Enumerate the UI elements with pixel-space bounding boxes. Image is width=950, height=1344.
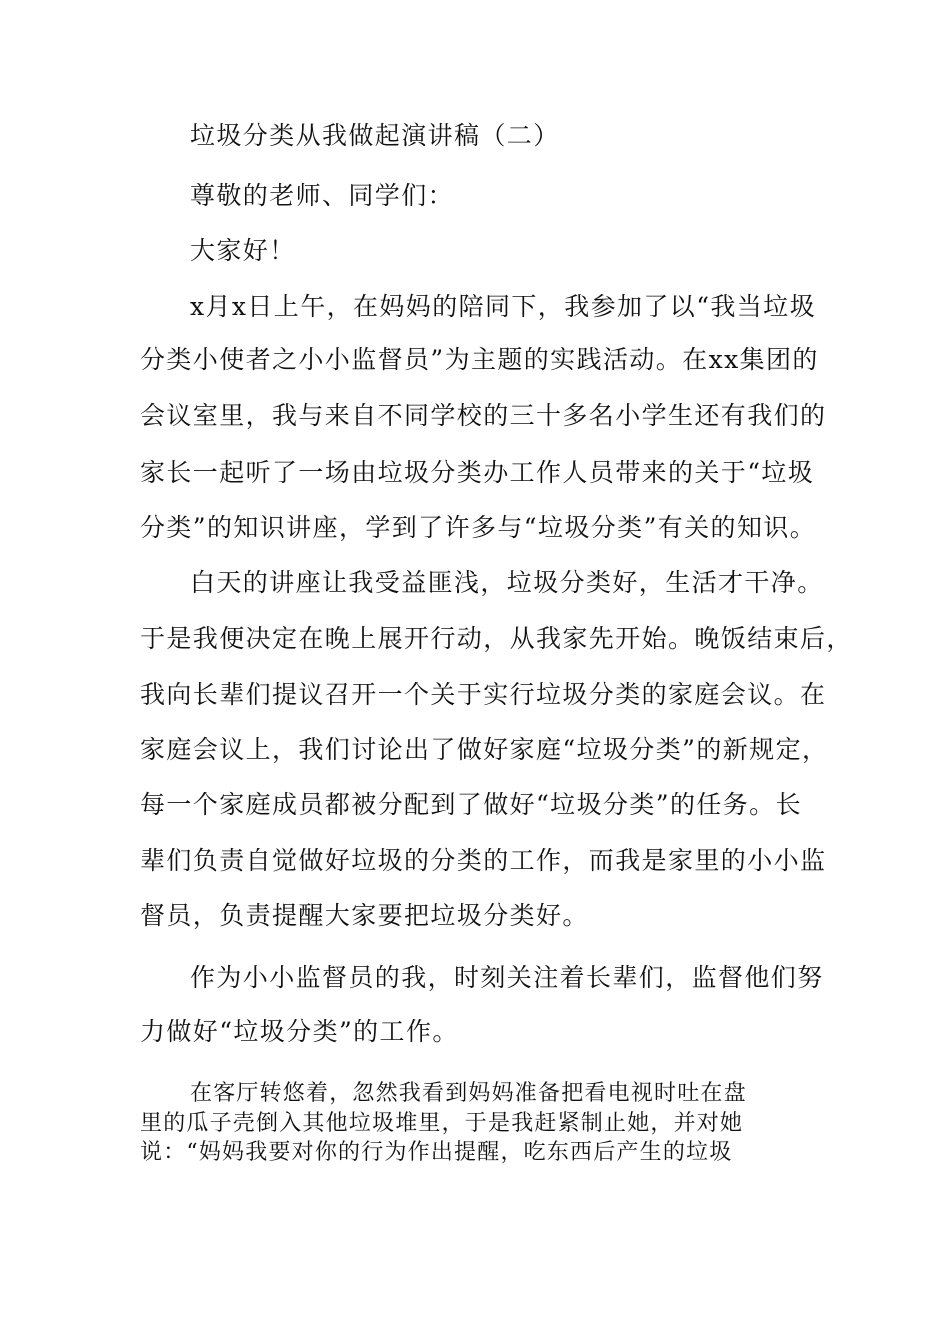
paragraph-1-line-3: 会议室里，我与来自不同学校的三十多名小学生还有我们的 [140, 401, 827, 430]
paragraph-2-line-6: 辈们负责自觉做好垃圾的分类的工作，而我是家里的小小监 [140, 846, 827, 875]
paragraph-2-line-5: 每一个家庭成员都被分配到了做好“垃圾分类”的任务。长 [140, 790, 802, 819]
paragraph-4-line-3: 说：“妈妈我要对你的行为作出提醒，吃东西后产生的垃圾 [140, 1140, 733, 1165]
paragraph-3-line-1: 作为小小监督员的我，时刻关注着长辈们，监督他们努 [190, 963, 824, 992]
paragraph-1-line-2: 分类小使者之小小监督员”为主题的实践活动。在xx集团的 [140, 345, 819, 374]
paragraph-4-line-2: 里的瓜子壳倒入其他垃圾堆里，于是我赶紧制止她，并对她 [140, 1111, 744, 1136]
paragraph-2-line-1: 白天的讲座让我受益匪浅，垃圾分类好，生活才干净。 [190, 568, 824, 597]
salutation: 尊敬的老师、同学们： [190, 181, 455, 210]
paragraph-2-line-3: 我向长辈们提议召开一个关于实行垃圾分类的家庭会议。在 [140, 680, 827, 709]
paragraph-4-line-1: 在客厅转悠着，忽然我看到妈妈准备把看电视时吐在盘 [190, 1081, 747, 1106]
greeting: 大家好！ [190, 236, 296, 265]
paragraph-1-line-1: x月x日上午，在妈妈的陪同下，我参加了以“我当垃圾 [190, 292, 816, 321]
paragraph-1-line-4: 家长一起听了一场由垃圾分类办工作人员带来的关于“垃圾 [140, 458, 815, 487]
paragraph-2-line-4: 家庭会议上，我们讨论出了做好家庭“垃圾分类”的新规定， [140, 735, 829, 764]
paragraph-2-line-7: 督员，负责提醒大家要把垃圾分类好。 [140, 901, 589, 930]
paragraph-3-line-2: 力做好“垃圾分类”的工作。 [140, 1017, 459, 1046]
paragraph-1-line-5: 分类”的知识讲座，学到了许多与“垃圾分类”有关的知识。 [140, 513, 817, 542]
paragraph-2-line-2: 于是我便决定在晚上展开行动，从我家先开始。晚饭结束后， [140, 624, 853, 653]
document-title: 垃圾分类从我做起演讲稿（二） [190, 121, 560, 150]
